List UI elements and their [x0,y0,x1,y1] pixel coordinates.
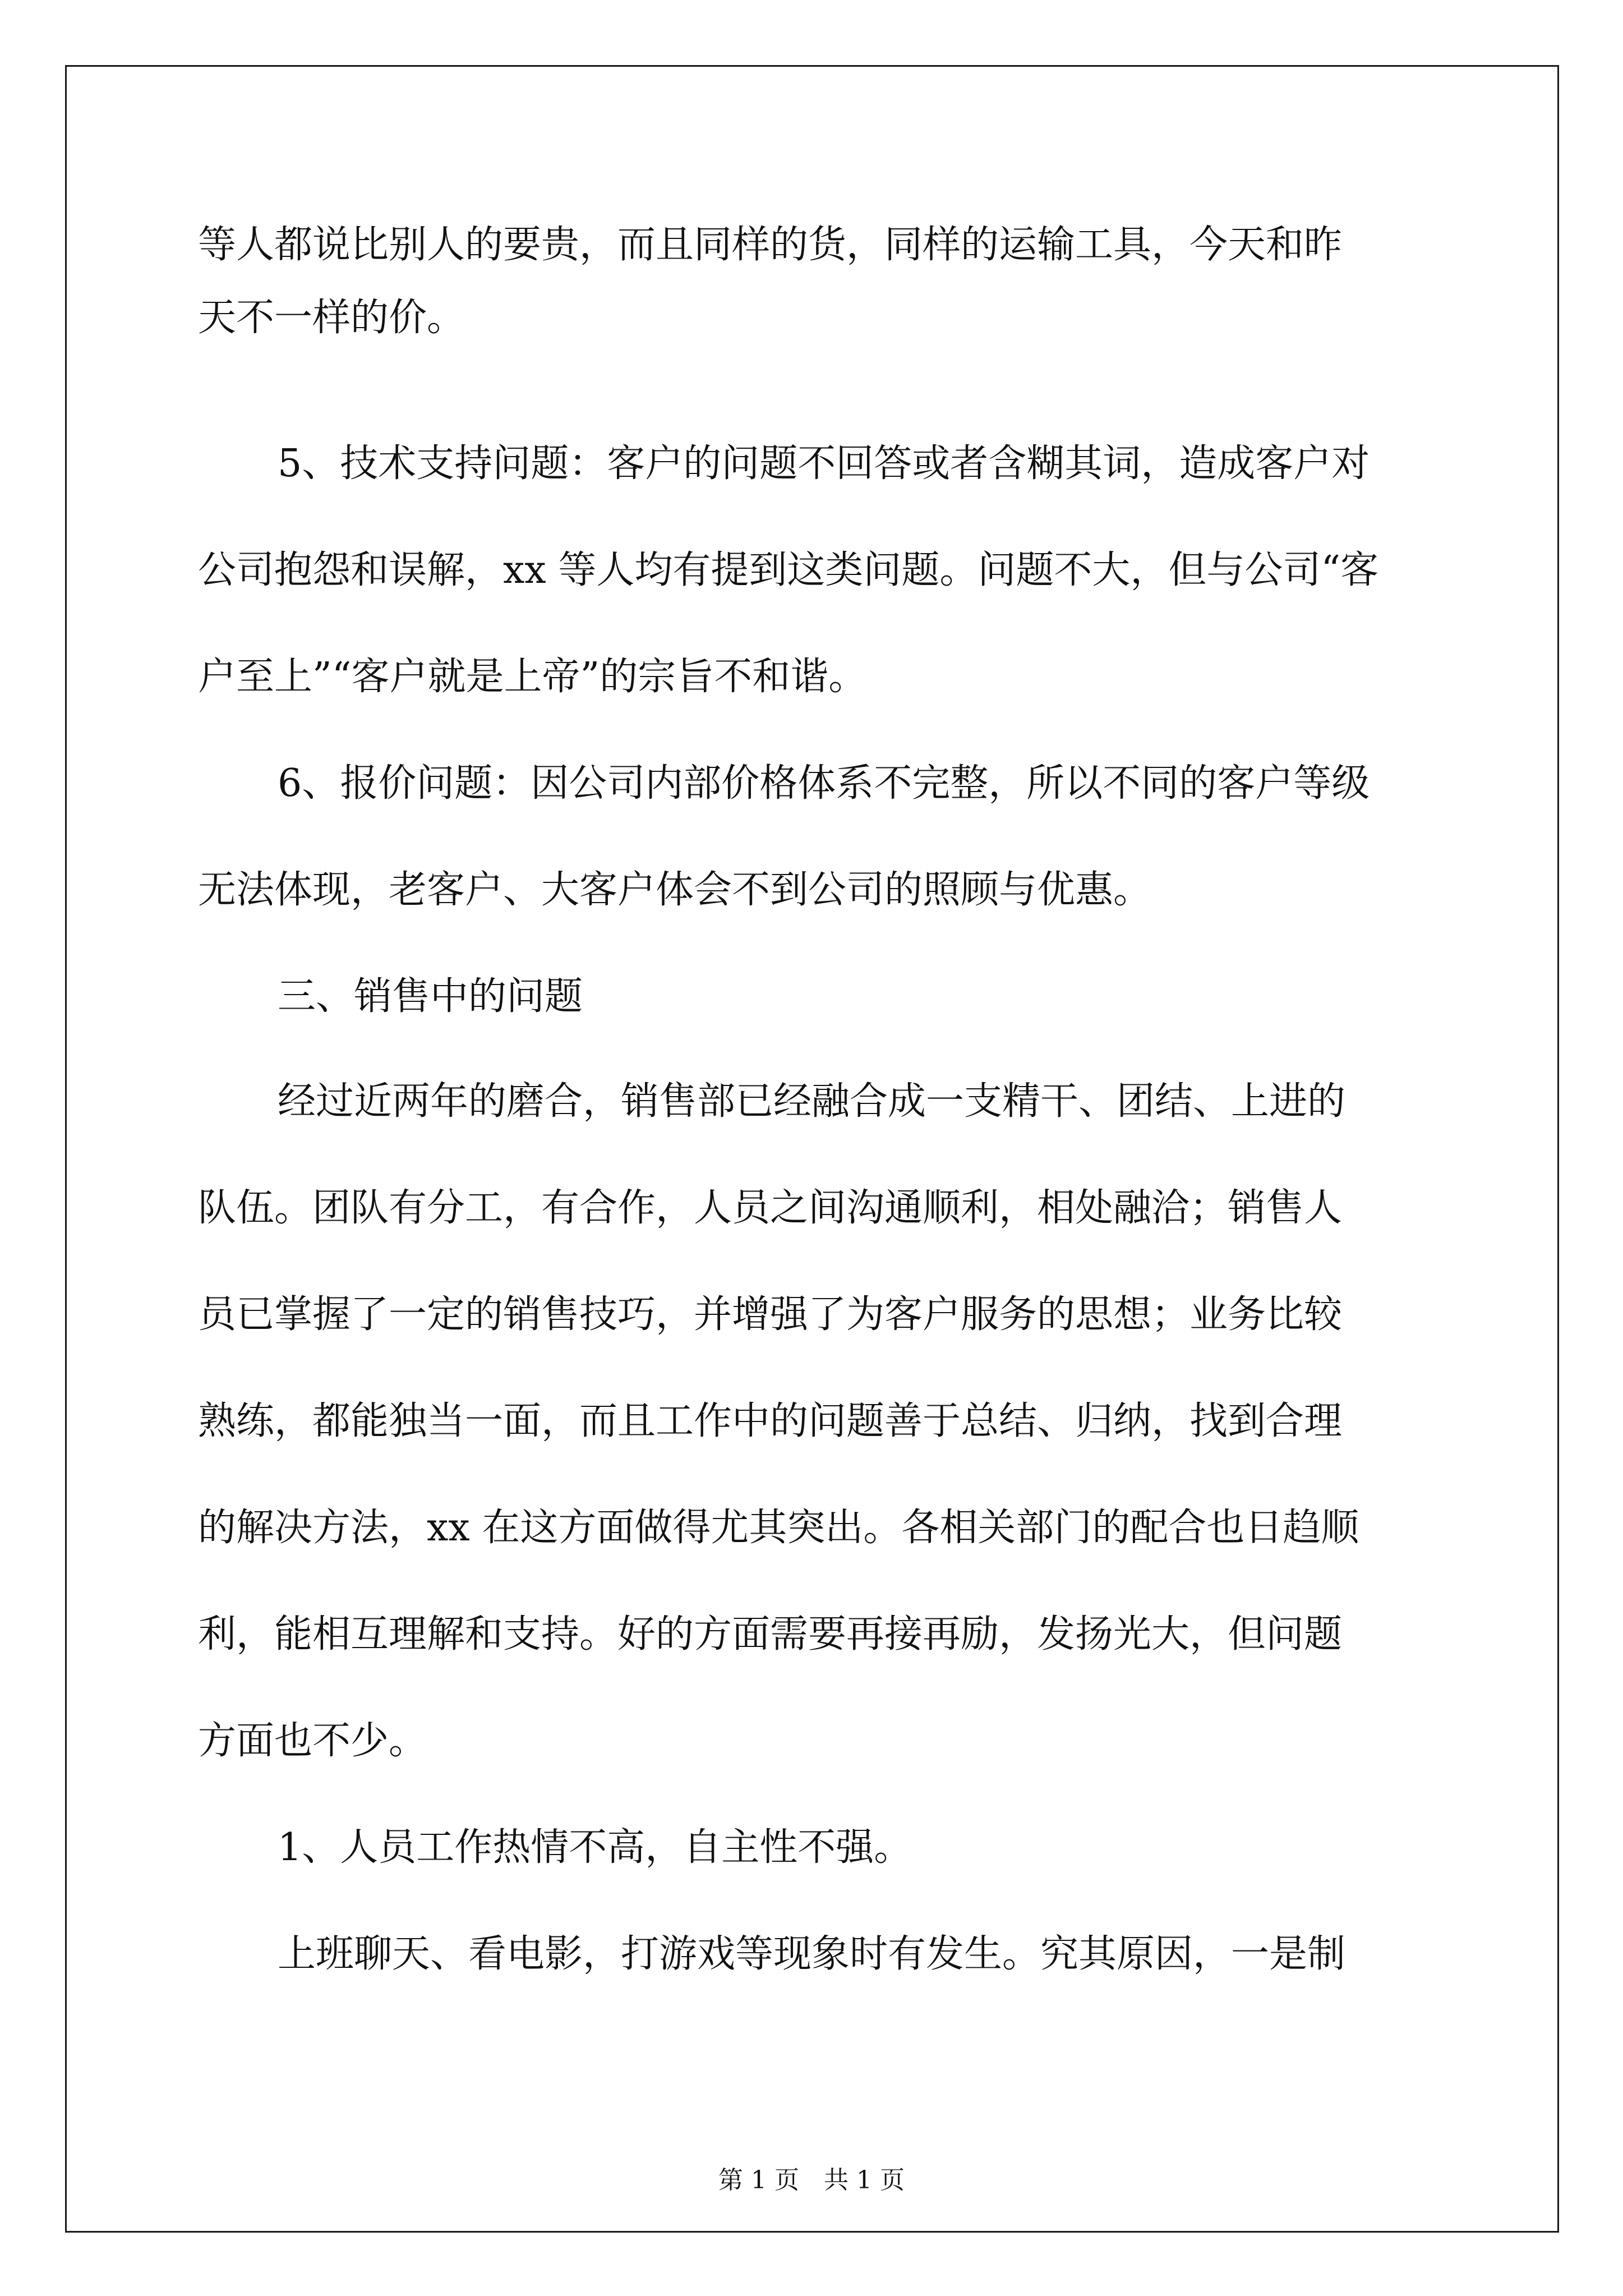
text-line: 公司抱怨和误解，xx 等人均有提到这类问题。问题不大，但与公司“客 [198,548,1379,592]
text-line: 方面也不少。 [198,1719,427,1763]
text-line: 利，能相互理解和支持。好的方面需要再接再励，发扬光大，但问题 [198,1612,1343,1657]
page-footer: 第 1 页 共 1 页 [718,2166,905,2194]
page-border [65,65,1559,2233]
text-line: 无法体现，老客户、大客户体会不到公司的照顾与优惠。 [198,868,1152,912]
text-line: 6、报价问题：因公司内部价格体系不完整，所以不同的客户等级 [278,761,1370,806]
text-line: 的解决方法，xx 在这方面做得尤其突出。各相关部门的配合也日趋顺 [198,1506,1359,1550]
text-line: 员已掌握了一定的销售技巧，并增强了为客户服务的思想；业务比较 [198,1292,1343,1337]
section-heading: 三、销售中的问题 [278,974,583,1019]
text-line: 户至上”“客户就是上帝”的宗旨不和谐。 [198,655,867,699]
text-line: 队伍。团队有分工，有合作，人员之间沟通顺利，相处融洽；销售人 [198,1186,1343,1230]
text-line: 天不一样的价。 [198,296,465,340]
text-line: 1、人员工作热情不高，自主性不强。 [278,1825,912,1870]
text-line: 上班聊天、看电影，打游戏等现象时有发生。究其原因，一是制 [278,1932,1346,1976]
text-line: 等人都说比别人的要贵，而且同样的货，同样的运输工具，今天和昨 [198,223,1343,267]
text-line: 5、技术支持问题：客户的问题不回答或者含糊其词，造成客户对 [278,441,1370,486]
text-line: 熟练，都能独当一面，而且工作中的问题善于总结、归纳，找到合理 [198,1399,1343,1443]
text-line: 经过近两年的磨合，销售部已经融合成一支精干、团结、上进的 [278,1079,1346,1124]
